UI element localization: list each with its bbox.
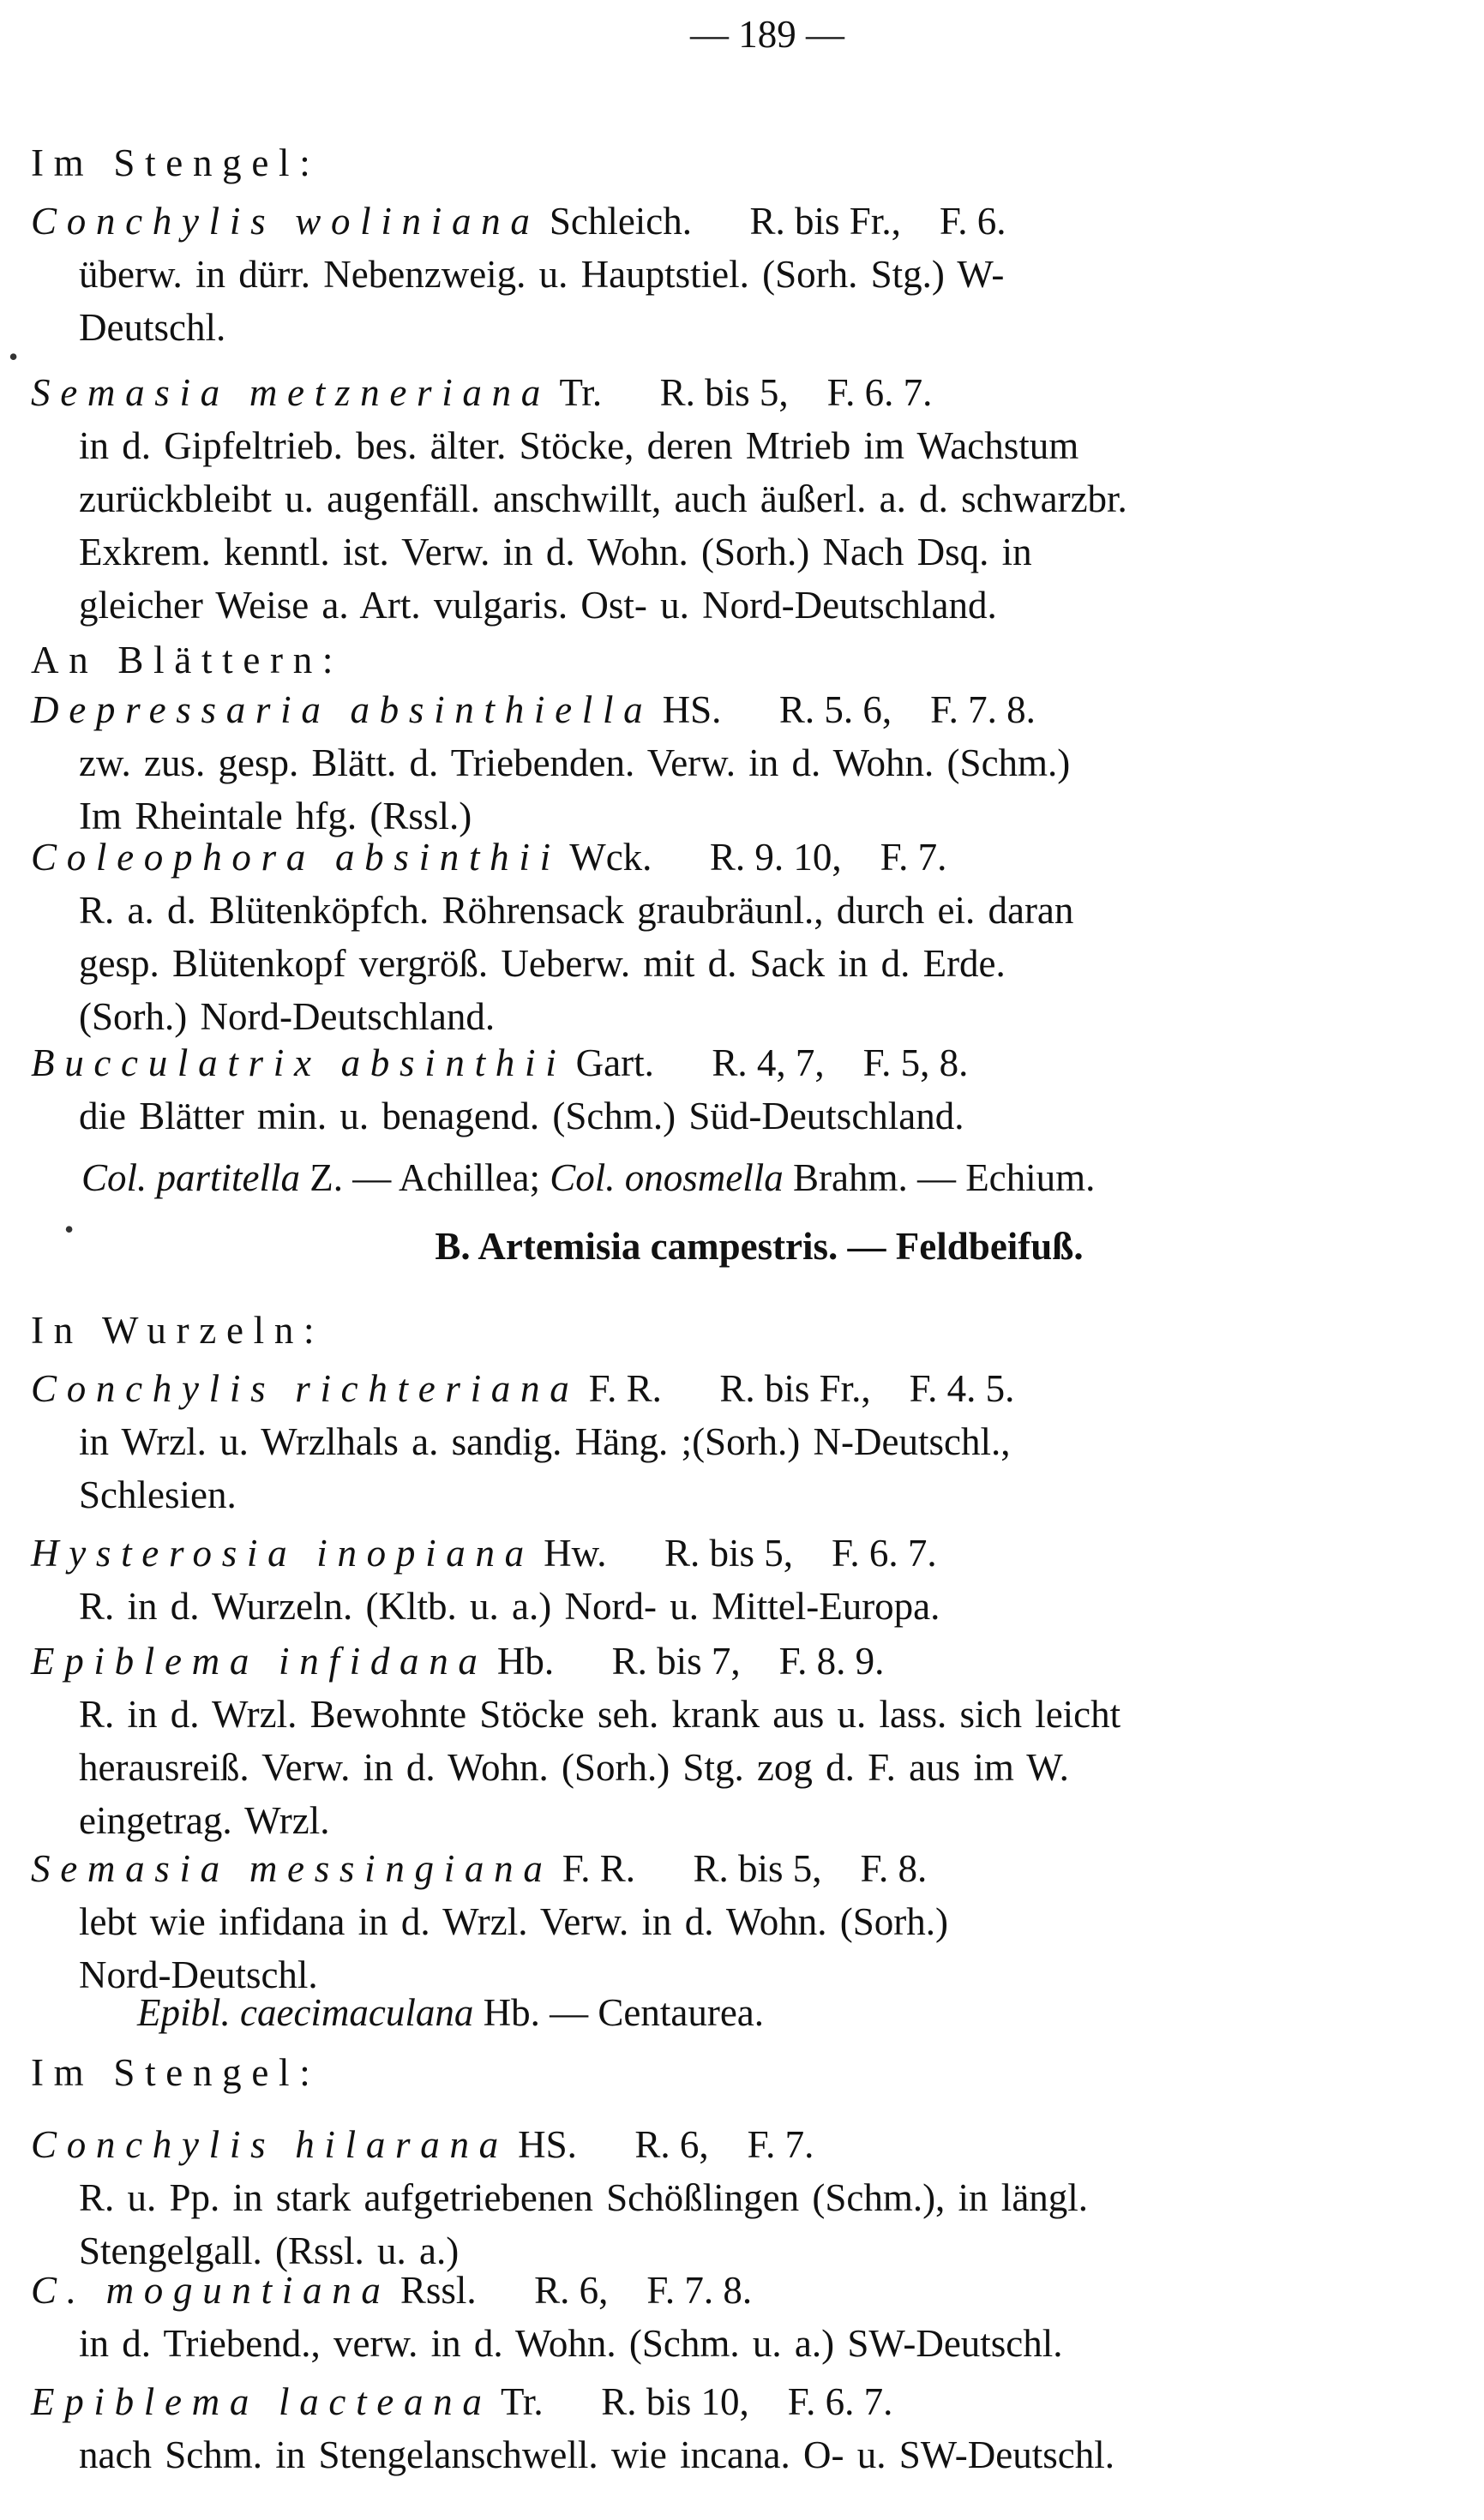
species-name: Bucculatrix absinthii bbox=[31, 1041, 567, 1084]
species-entry-header bbox=[31, 688, 1036, 731]
note-species: Col. partitella bbox=[81, 1156, 301, 1199]
entry-description-line: (Sorh.) Nord-Deutschland. bbox=[79, 995, 496, 1038]
species-author: Tr. bbox=[491, 2380, 544, 2423]
species-name: Epiblema infidana bbox=[31, 1640, 488, 1683]
species-entry-header bbox=[31, 1367, 1015, 1410]
species-entry-header bbox=[31, 2123, 814, 2166]
rearing-period: R. bis 5, F. 6. 7. bbox=[606, 1532, 937, 1575]
species-name: Semasia metzneriana bbox=[31, 371, 551, 414]
section-heading: Im Stengel: bbox=[31, 141, 321, 184]
species-name: Conchylis hilarana bbox=[31, 2123, 508, 2166]
rearing-period: R. bis 5, F. 6. 7. bbox=[602, 371, 933, 414]
species-author: Gart. bbox=[566, 1041, 654, 1084]
entry-description-line: Exkrem. kenntl. ist. Verw. in d. Wohn. (Sorh.) Nach Dsq. in bbox=[79, 531, 1032, 573]
species-entry-header bbox=[31, 1847, 928, 1890]
entry-description-line: Nord-Deutschl. bbox=[79, 1953, 318, 1996]
rearing-period: R. 6, F. 7. 8. bbox=[476, 2269, 753, 2312]
species-author: Schleich. bbox=[539, 200, 693, 243]
species-name: Epiblema lacteana bbox=[31, 2380, 492, 2423]
entry-description-line: Stengelgall. (Rssl. u. a.) bbox=[79, 2229, 460, 2272]
note-text: Hb. — Centaurea. bbox=[473, 1991, 765, 2034]
cross-reference-note bbox=[137, 1991, 765, 2034]
rearing-period: R. bis 7, F. 8. 9. bbox=[554, 1640, 885, 1683]
species-entry-header bbox=[31, 1041, 969, 1084]
note-species: Col. onosmella bbox=[550, 1156, 784, 1199]
rearing-period: R. 6, F. 7. bbox=[576, 2123, 814, 2166]
species-name: Semasia messingiana bbox=[31, 1847, 553, 1890]
entry-description-line: nach Schm. in Stengelanschwell. wie incana. O- u. SW-Deutschl. bbox=[79, 2433, 1115, 2476]
entry-description-line: in Wrzl. u. Wrzlhals a. sandig. Häng. ;(Sorh.) N-Deutschl., bbox=[79, 1420, 1011, 1463]
rearing-period: R. bis Fr., F. 4. 5. bbox=[661, 1367, 1015, 1410]
entry-description-line: lebt wie infidana in d. Wrzl. Verw. in d. Wohn. (Sorh.) bbox=[79, 1900, 948, 1943]
species-name: Coleophora absinthii bbox=[31, 836, 561, 879]
species-entry-header bbox=[31, 1534, 937, 1573]
entry-description-line: herausreiß. Verw. in d. Wohn. (Sorh.) Stg. zog d. F. aus im W. bbox=[79, 1746, 1069, 1789]
species-author: F. R. bbox=[552, 1847, 635, 1890]
species-author: Tr. bbox=[550, 371, 603, 414]
note-species: Epibl. caecimaculana bbox=[137, 1991, 474, 2034]
species-author: Hw. bbox=[533, 1532, 607, 1575]
entry-description-line: R. in d. Wurzeln. (Kltb. u. a.) Nord- u. Mittel-Europa. bbox=[79, 1585, 940, 1628]
rearing-period: R. bis 10, F. 6. 7. bbox=[543, 2380, 893, 2423]
rearing-period: R. 5. 6, F. 7. 8. bbox=[721, 688, 1036, 731]
entry-description-line: Schlesien. bbox=[79, 1473, 237, 1516]
species-entry-header bbox=[31, 202, 1006, 241]
species-name: Conchylis woliniana bbox=[31, 200, 540, 243]
species-name: C. moguntiana bbox=[31, 2269, 391, 2312]
entry-description-line: eingetrag. Wrzl. bbox=[79, 1799, 330, 1842]
entry-description-line: Deutschl. bbox=[79, 306, 226, 349]
entry-description-line: überw. in dürr. Nebenzweig. u. Hauptstiel. (Sorh. Stg.) W- bbox=[79, 253, 1005, 296]
section-heading: An Blättern: bbox=[31, 639, 344, 681]
species-author: F. R. bbox=[579, 1367, 662, 1410]
species-author: Wck. bbox=[560, 836, 652, 879]
species-entry-header bbox=[31, 1642, 884, 1681]
entry-description-line: gleicher Weise a. Art. vulgaris. Ost- u. Nord-Deutschland. bbox=[79, 584, 997, 627]
rearing-period: R. bis Fr., F. 6. bbox=[692, 200, 1006, 243]
entry-description-line: in d. Gipfeltrieb. bes. älter. Stöcke, deren Mtrieb im Wachstum bbox=[79, 424, 1079, 467]
margin-dot: • bbox=[64, 1214, 75, 1245]
entry-description-line: zurückbleibt u. augenfäll. anschwillt, auch äußerl. a. d. schwarzbr. bbox=[79, 477, 1127, 520]
species-name: Hysterosia inopiana bbox=[31, 1532, 534, 1575]
rearing-period: R. bis 5, F. 8. bbox=[635, 1847, 928, 1890]
entry-description-line: R. u. Pp. in stark aufgetriebenen Schößlingen (Schm.), in längl. bbox=[79, 2176, 1089, 2219]
section-heading: In Wurzeln: bbox=[31, 1309, 325, 1352]
note-text: Z. — Achillea; bbox=[300, 1156, 550, 1199]
species-entry-header bbox=[31, 838, 946, 877]
entry-description-line: die Blätter min. u. benagend. (Schm.) Süd-Deutschland. bbox=[79, 1095, 964, 1137]
section-heading: Im Stengel: bbox=[31, 2051, 321, 2094]
rearing-period: R. 9. 10, F. 7. bbox=[652, 836, 947, 879]
entry-description-line: gesp. Blütenkopf vergröß. Ueberw. mit d. Sack in d. Erde. bbox=[79, 942, 1006, 985]
species-author: HS. bbox=[652, 688, 722, 731]
rearing-period: R. 4, 7, F. 5, 8. bbox=[653, 1041, 969, 1084]
species-author: HS. bbox=[508, 2123, 577, 2166]
species-entry-header bbox=[31, 2380, 893, 2423]
page-number: — 189 — bbox=[690, 13, 844, 56]
entry-description-line: R. a. d. Blütenköpfch. Röhrensack graubräunl., durch ei. daran bbox=[79, 889, 1074, 932]
entry-description-line: zw. zus. gesp. Blätt. d. Triebenden. Verw. in d. Wohn. (Schm.) bbox=[79, 741, 1071, 784]
margin-dot: • bbox=[9, 341, 19, 372]
entry-description-line: Im Rheintale hfg. (Rssl.) bbox=[79, 795, 472, 837]
species-author: Rssl. bbox=[390, 2269, 477, 2312]
species-author: Hb. bbox=[487, 1640, 555, 1683]
entry-description-line: R. in d. Wrzl. Bewohnte Stöcke seh. krank aus u. lass. sich leicht bbox=[79, 1693, 1121, 1736]
note-text: Brahm. — Echium. bbox=[783, 1156, 1096, 1199]
cross-reference-note bbox=[81, 1156, 1096, 1199]
entry-description-line: in d. Triebend., verw. in d. Wohn. (Schm. u. a.) SW-Deutschl. bbox=[79, 2322, 1063, 2365]
species-entry-header bbox=[31, 371, 933, 414]
species-name: Conchylis richteriana bbox=[31, 1367, 580, 1410]
species-entry-header bbox=[31, 2271, 752, 2310]
plant-title: B. Artemisia campestris. — Feldbeifuß. bbox=[435, 1225, 1084, 1268]
species-name: Depressaria absinthiella bbox=[31, 688, 653, 731]
